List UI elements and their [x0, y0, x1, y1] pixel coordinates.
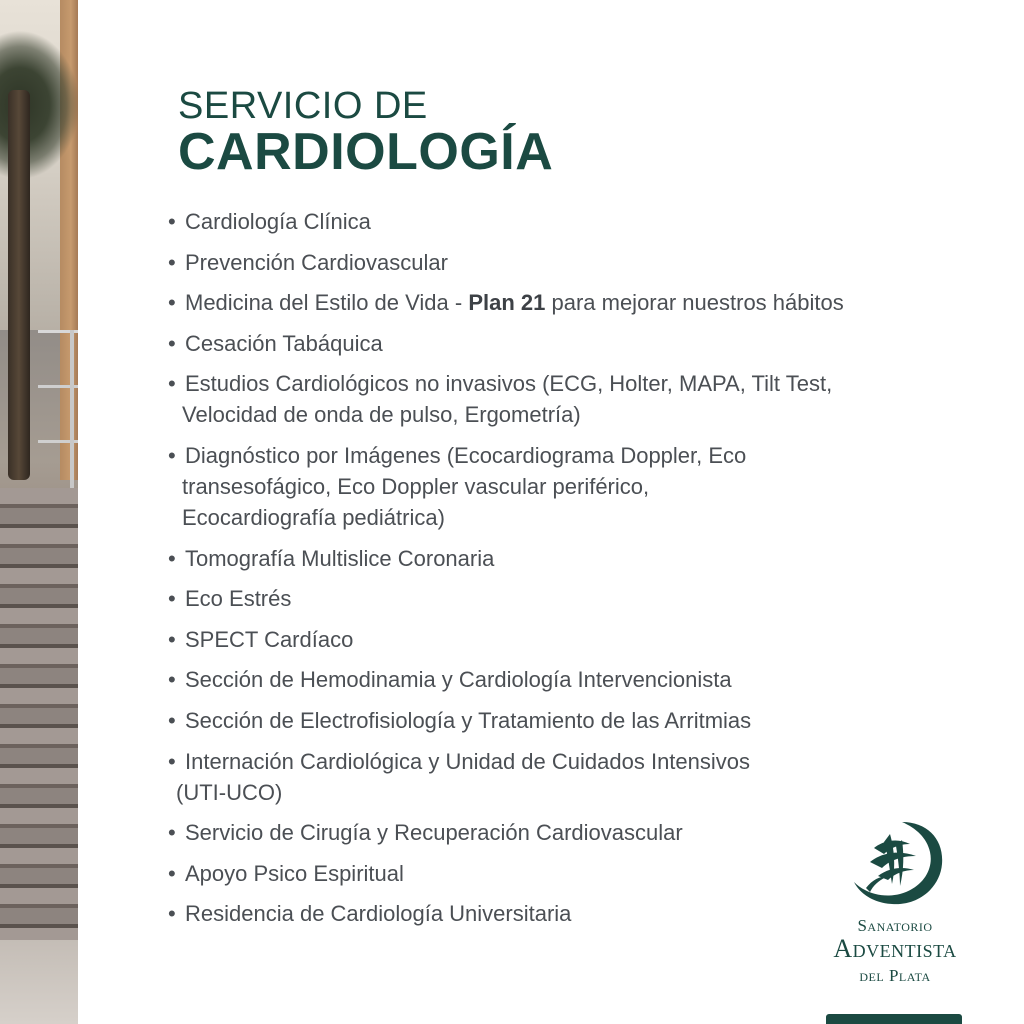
service-text: Cesación Tabáquica: [185, 330, 383, 356]
list-item: [168, 328, 968, 359]
photo-stairs: [0, 488, 78, 948]
service-text: SPECT Cardíaco: [185, 626, 354, 652]
service-text: Servicio de Cirugía y Recuperación Cardiovascular: [185, 820, 683, 846]
bullet-icon: •: [168, 249, 176, 275]
service-text: Sección de Hemodinamia y Cardiología Intervencionista: [185, 667, 732, 693]
list-item: [168, 287, 968, 318]
bullet-icon: •: [168, 290, 176, 316]
service-text: Prevención Cardiovascular: [185, 249, 448, 275]
list-item: [168, 206, 968, 237]
list-item: [168, 583, 968, 614]
bullet-icon: •: [168, 330, 176, 356]
bullet-icon: •: [168, 820, 176, 846]
logo-name-sanatorio: Sanatorio: [857, 916, 933, 935]
list-item: [168, 624, 968, 655]
service-text: [185, 287, 968, 318]
list-item: [168, 247, 968, 278]
service-text: Eco Estrés: [185, 586, 292, 612]
service-text-line2: transesofágico, Eco Doppler vascular periférico,: [182, 473, 650, 499]
plan-21-highlight: Plan 21: [468, 290, 546, 316]
bullet-icon: •: [168, 667, 176, 693]
service-text-line1: Diagnóstico por Imágenes (Ecocardiograma Doppler, Eco: [185, 442, 747, 468]
bullet-icon: •: [168, 860, 176, 886]
list-item: [168, 368, 968, 430]
bullet-icon: •: [168, 442, 176, 468]
logo-name-del-plata: del Plata: [859, 966, 931, 985]
service-text-line1: Internación Cardiológica y Unidad de Cuidados Intensivos: [185, 748, 751, 774]
bullet-icon: •: [168, 371, 176, 397]
palm-trunk: [8, 90, 30, 480]
list-item: [168, 705, 968, 736]
bullet-icon: •: [168, 707, 176, 733]
service-text: Sección de Electrofisiología y Tratamiento de las Arritmias: [185, 707, 752, 733]
bullet-icon: •: [168, 901, 176, 927]
logo-name-adventista: Adventista: [833, 934, 957, 963]
bottom-accent-bar: [826, 1014, 962, 1024]
service-text-after: para mejorar nuestros hábitos: [545, 290, 844, 316]
list-item: [168, 440, 968, 533]
bullet-icon: •: [168, 586, 176, 612]
list-item: [168, 746, 968, 808]
bullet-icon: •: [168, 626, 176, 652]
list-item: [168, 664, 968, 695]
title-cardiologia: CARDIOLOGÍA: [178, 123, 554, 181]
service-text: Cardiología Clínica: [185, 209, 371, 234]
service-text: Apoyo Psico Espiritual: [185, 860, 404, 886]
sanatorio-logo: [800, 810, 990, 990]
service-text-line1: Estudios Cardiológicos no invasivos (ECG, Holter, MAPA, Tilt Test,: [185, 371, 833, 397]
service-text-line2: Velocidad de onda de pulso, Ergometría): [182, 402, 581, 428]
service-text-line3: Ecocardiografía pediátrica): [182, 504, 445, 530]
service-text-line2: (UTI-UCO): [176, 779, 283, 805]
bullet-icon: •: [168, 748, 176, 774]
photo-floor: [0, 940, 78, 1024]
building-photo: [0, 0, 78, 1024]
list-item: [168, 543, 968, 574]
service-text-before: Medicina del Estilo de Vida -: [185, 290, 469, 316]
service-text: Tomografía Multislice Coronaria: [185, 545, 495, 571]
bullet-icon: •: [168, 209, 176, 234]
title-servicio-de: SERVICIO DE: [178, 85, 428, 127]
railing-post: [70, 330, 74, 490]
service-text: Residencia de Cardiología Universitaria: [185, 901, 572, 927]
sanatorio-emblem-icon: [844, 818, 948, 910]
bullet-icon: •: [168, 545, 176, 571]
